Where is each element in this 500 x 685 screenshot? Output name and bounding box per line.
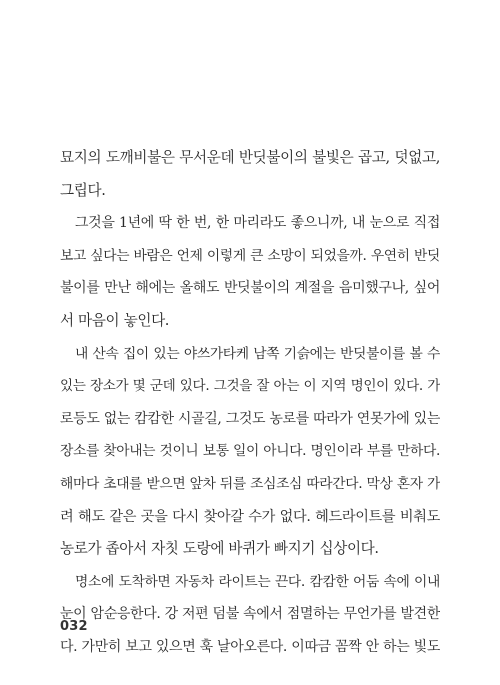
text-line: 불이를 만난 해에는 올해도 반딧불이의 계절을 음미했구나, 싶어 [60,280,440,297]
text-line: 로등도 없는 캄캄한 시골길, 그것도 농로를 따라가 연못가에 있는 [60,410,440,427]
text-line: 려 해도 같은 곳을 다시 찾아갈 수가 없다. 헤드라이트를 비춰도 [60,508,440,525]
text-line: 해마다 초대를 받으면 앞차 뒤를 조심조심 따라간다. 막상 혼자 가 [60,475,440,492]
text-line: 보고 싶다는 바람은 언제 이렇게 큰 소망이 되었을까. 우연히 반딧 [60,247,440,264]
text-line: 농로가 좁아서 자칫 도랑에 바퀴가 빠지기 십상이다. [60,540,379,558]
text-line: 눈이 암순응한다. 강 저편 덤불 속에서 점멸하는 무언가를 발견한 [60,606,440,623]
text-line: 내 산속 집이 있는 야쓰가타케 남쪽 기슭에는 반딧불이를 볼 수 [75,345,440,362]
text-line: 묘지의 도깨비불은 무서운데 반딧불이의 불빛은 곱고, 덧없고, [60,149,440,166]
text-line: 서 마음이 놓인다. [60,311,170,329]
text-line: 장소를 찾아내는 것이니 보통 일이 아니다. 명인이라 부를 만하다. [60,443,440,460]
body-text [60,146,440,668]
text-line: 다. 가만히 보고 있으면 훅 날아오른다. 이따금 꼼짝 안 하는 빛도 [60,638,440,655]
text-line: 명소에 도착하면 자동차 라이트는 끈다. 캄캄한 어둠 속에 이내 [75,573,440,590]
text-line: 그립다. [60,181,106,199]
page-number: 032 [60,619,88,634]
text-line: 있는 장소가 몇 군데 있다. 그것을 잘 아는 이 지역 명인이 있다. 가 [60,378,440,395]
text-line: 그것을 1년에 딱 한 번, 한 마리라도 좋으니까, 내 눈으로 직접 [75,215,440,232]
